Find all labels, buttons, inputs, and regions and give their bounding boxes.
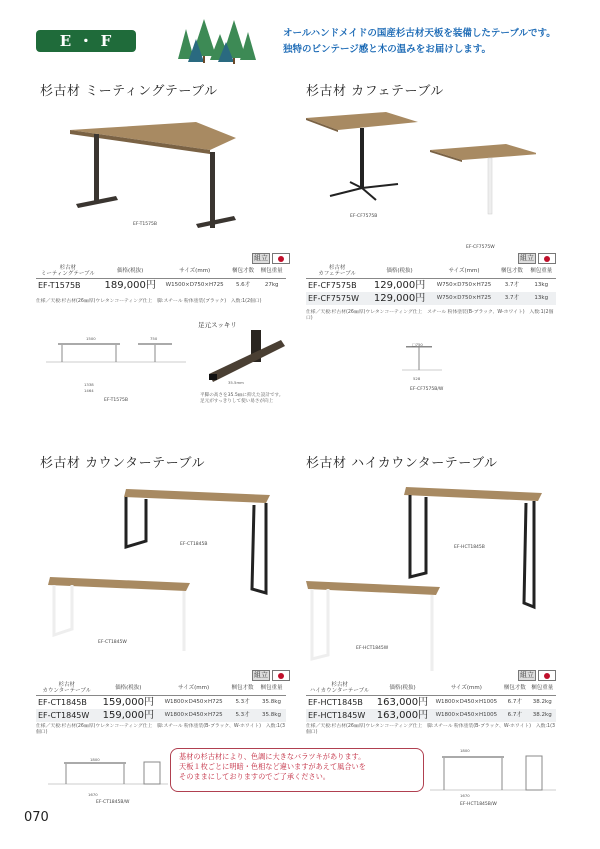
- japan-flag-icon: [538, 670, 556, 681]
- leg-closeup-image: [205, 330, 285, 385]
- section-title-counter: 杉古材 カウンターテーブル: [40, 456, 205, 471]
- kumi-badge: 組立: [252, 253, 290, 264]
- high-counter-drawing: [430, 752, 556, 798]
- japan-flag-icon: [538, 253, 556, 264]
- table-row: EF-CF7575W 129,000円 W750×D750×H725 3.7才 13kg: [306, 292, 556, 305]
- table-row: EF-HCT1845B 163,000円 W1800×D450×H1005 6.7才 38.2kg: [308, 697, 552, 708]
- table-row: EF-CT1845W 159,000円 W1800×D450×H725 5.3才 35.8kg: [36, 709, 286, 722]
- meeting-table-image: [66, 120, 246, 230]
- forest-icon: [176, 14, 256, 64]
- section-title-cafe: 杉古材 カフェテーブル: [306, 84, 444, 99]
- feature-text: 平脚の高さを35.5㎜に抑えた設計です。 足元がすっきりして使い易さが向上: [200, 393, 284, 404]
- spec-note: 仕様／天板:杉古材(26㎜厚)ウレタンコーティング仕上 スチール 粉体塗装(B-ブラック、W-ホワイト) 入数:1(2個口): [306, 310, 554, 321]
- brand-logo: E ・ F Socia: [36, 30, 136, 52]
- table-row: EF-CF7575B 129,000円 W750×D750×H725 3.7才 13kg: [308, 280, 549, 291]
- image-caption: EF-T1575B: [133, 222, 157, 227]
- kumi-badge: 組立: [518, 253, 556, 264]
- section-title-meeting: 杉古材 ミーティングテーブル: [40, 84, 218, 99]
- spec-note: 仕様／天板:杉古材(26㎜厚)ウレタンコーティング仕上 脚:スチール 粉体塗装(B-ブラック、W-ホワイト) 入数:1(3個口): [306, 724, 556, 735]
- high-counter-table-images: [306, 485, 546, 675]
- tagline: オールハンドメイドの国産杉古材天板を装備したテーブルです。 独特のビンテージ感と木の温みをお届けします。: [283, 28, 556, 55]
- meeting-drawing: [46, 340, 186, 375]
- spec-note: 仕様／天板:杉古材(26㎜厚)ウレタンコーティング仕上 脚:スチール 粉体塗装(ブラック) 入数:1(2個口): [36, 299, 262, 304]
- spec-table-meeting: 杉古材 ミーティングテーブル 価格(税抜) サイズ(mm) 梱包才数 梱包重量 EF-T1575B 189,000円 W1500×D750×H725 5.6才 27kg: [36, 264, 286, 292]
- counter-drawing: [48, 760, 168, 792]
- color-variation-notice: 基材の杉古材により、色調に大きなバラツキがあります。 天板１枚ごとに明暗・色相など違いますがあえて風合いを そのままにしておりますのでご了承ください。: [170, 748, 424, 792]
- counter-table-images: [40, 485, 280, 655]
- kumi-badge: 組立: [252, 670, 290, 681]
- page-number: 070: [24, 810, 49, 825]
- spec-table-high-counter: 杉古材 ハイカウンターテーブル 価格(税抜) サイズ(mm) 梱包才数 梱包重量 EF-HCT1845B 163,000円 W1800×D450×H1005 6.7才 38.2kg EF-HCT1845W 163,000円 W1800×D450×H1005 6.7才 38.2kg: [306, 681, 556, 722]
- spec-table-cafe: 杉古材 カフェテーブル 価格(税抜) サイズ(mm) 梱包才数 梱包重量 EF-CF7575B 129,000円 W750×D750×H725 3.7才 13kg EF-CF7575W 129,000円 W750×D750×H725 3.7才 13kg: [306, 264, 556, 305]
- table-row: EF-T1575B 189,000円 W1500×D750×H725 5.6才 27kg: [38, 280, 279, 291]
- spec-note: 仕様／天板:杉古材(26㎜厚)ウレタンコーティング仕上 脚:スチール 粉体塗装(B-ブラック、W-ホワイト) 入数:1(3個口): [36, 724, 286, 735]
- section-title-high-counter: 杉古材 ハイカウンターテーブル: [306, 456, 498, 471]
- table-row: EF-CT1845B 159,000円 W1800×D450×H725 5.3才 35.8kg: [38, 697, 281, 708]
- cafe-table-images: [306, 110, 536, 230]
- table-row: EF-HCT1845W 163,000円 W1800×D450×H1005 6.7才 38.2kg: [306, 709, 556, 722]
- japan-flag-icon: [272, 670, 290, 681]
- spec-table-counter: 杉古材 カウンターテーブル 価格(税抜) サイズ(mm) 梱包才数 梱包重量 EF-CT1845B 159,000円 W1800×D450×H725 5.3才 35.8kg EF-CT1845W 159,000円 W1800×D450×H725 5.3才 35.8kg: [36, 681, 286, 722]
- feature-title: 足元スッキリ: [198, 321, 237, 329]
- kumi-badge: 組立: [518, 670, 556, 681]
- japan-flag-icon: [272, 253, 290, 264]
